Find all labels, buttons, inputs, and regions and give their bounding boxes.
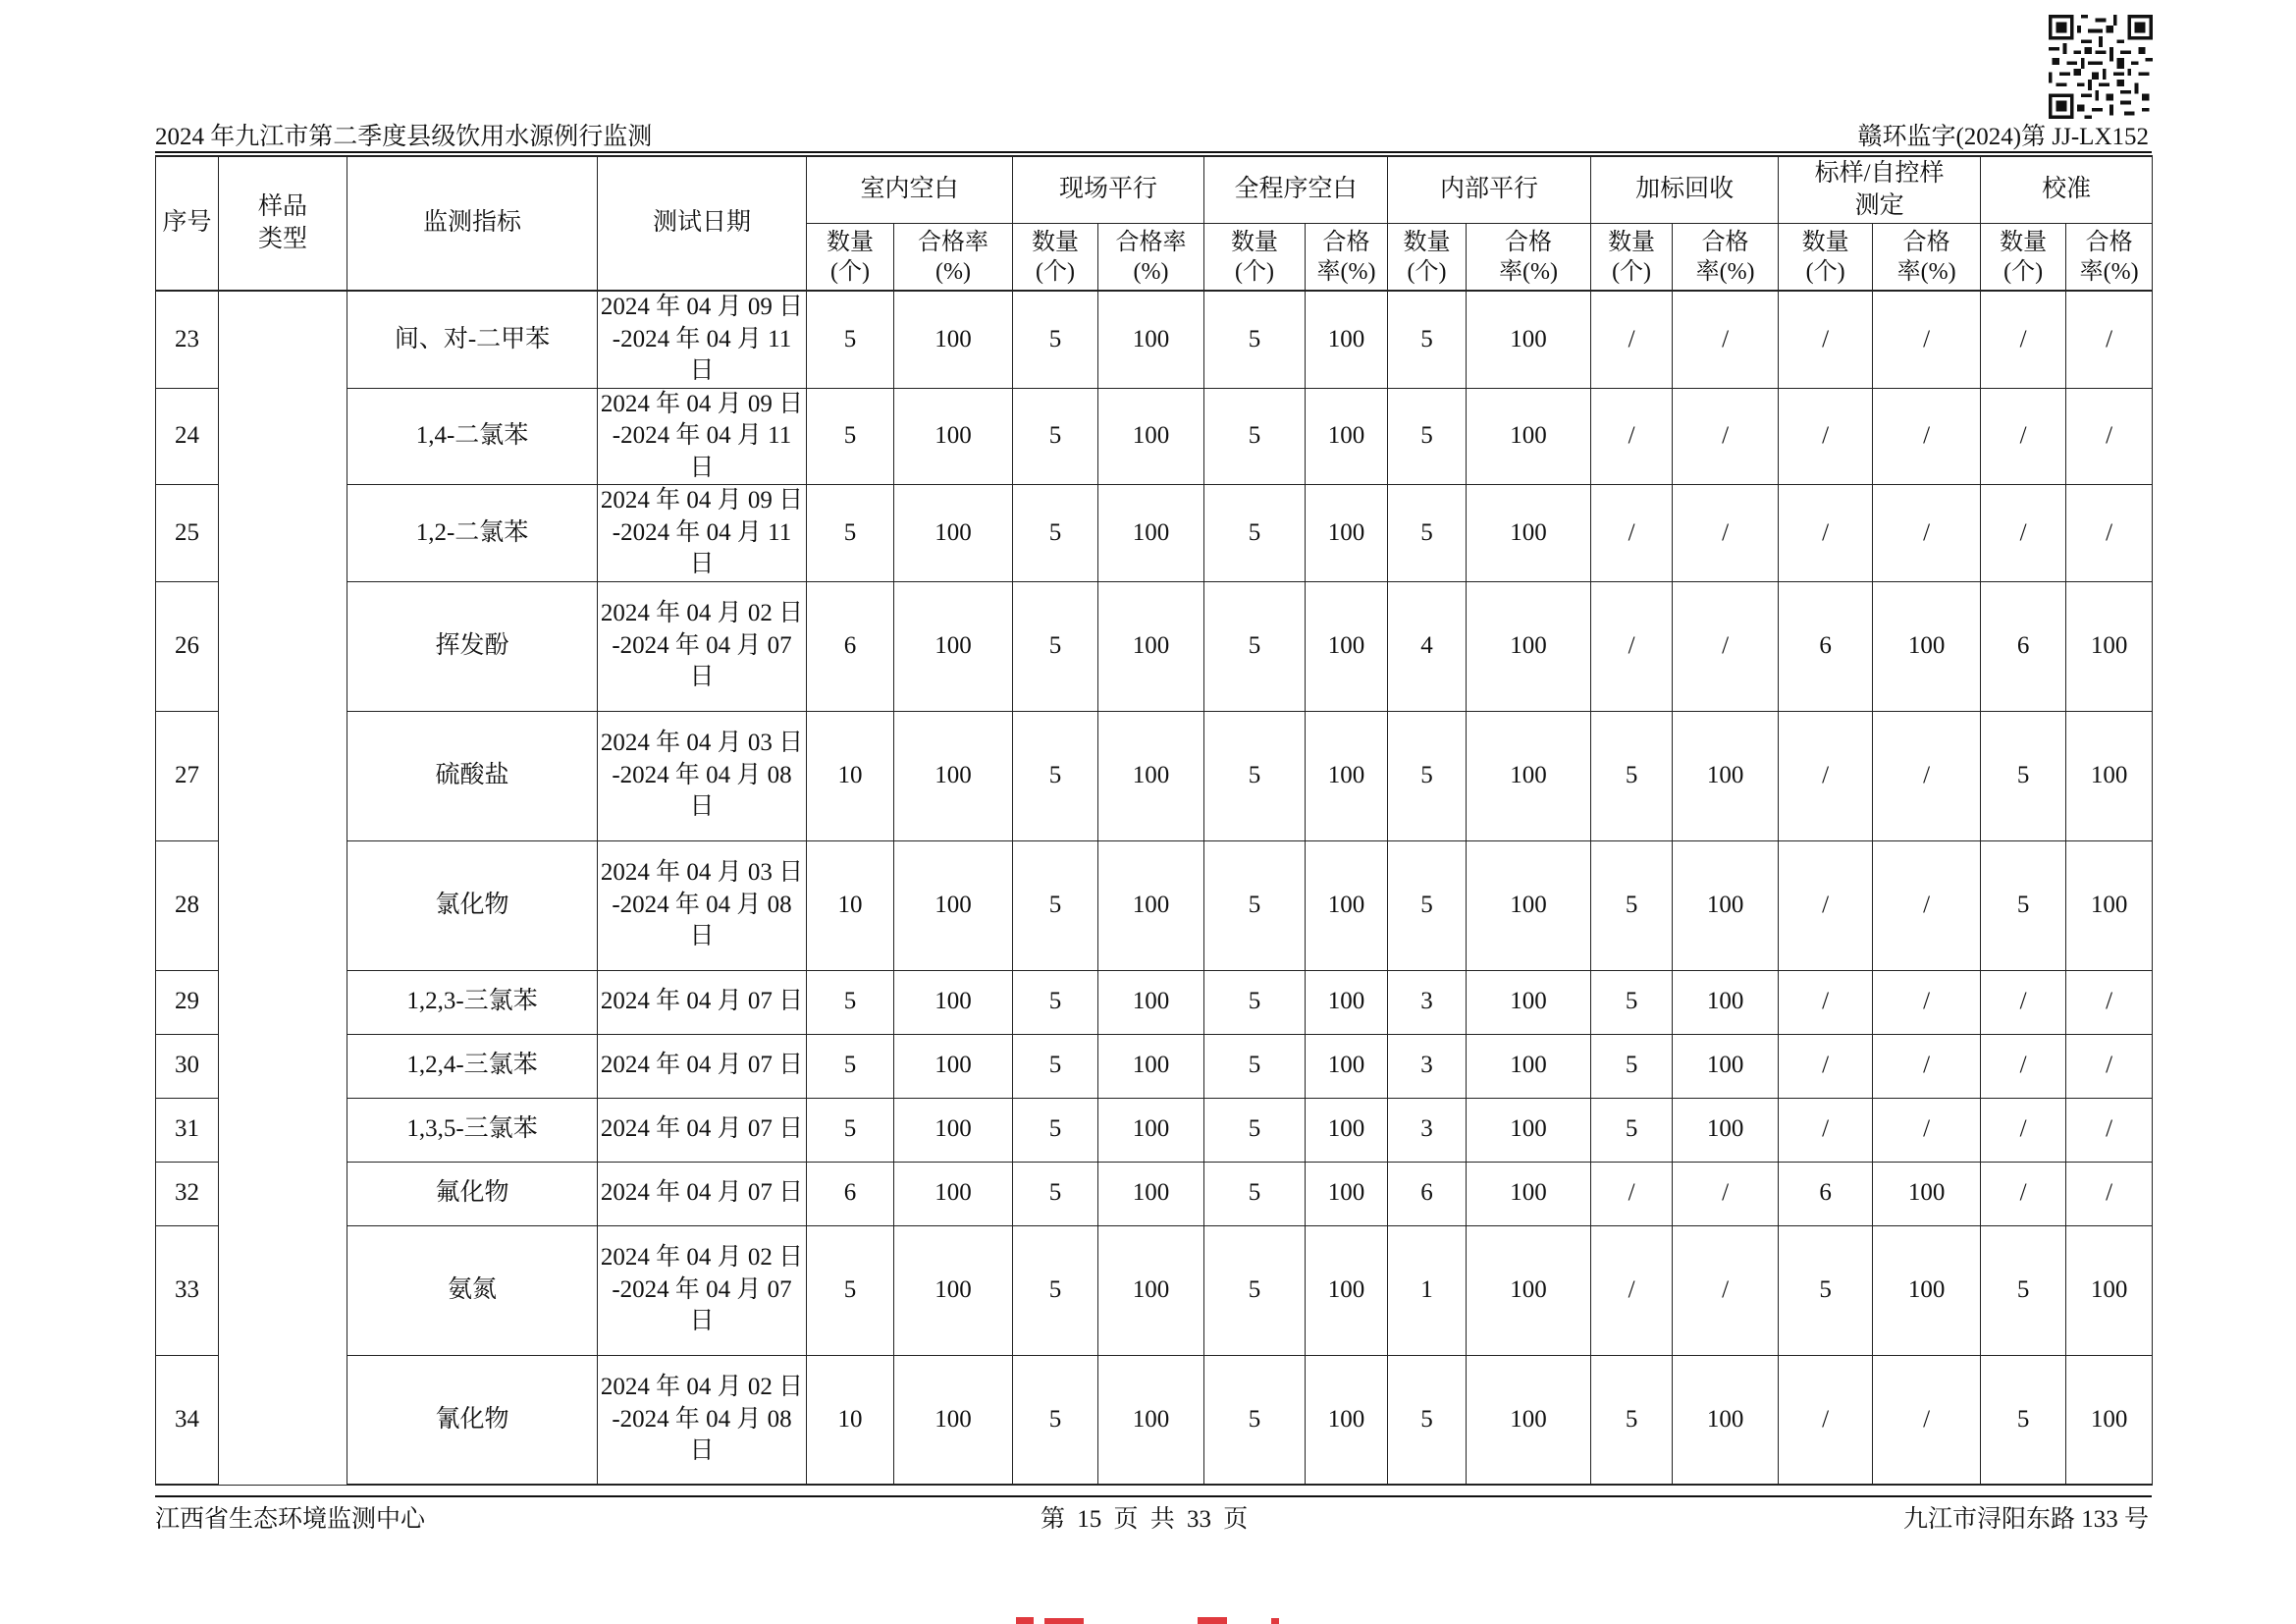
row-count: / [1591,291,1673,388]
qc-table [155,155,2153,1486]
row-pass-rate: 100 [1673,711,1779,840]
row-count: 5 [807,485,894,582]
row-pass-rate: 100 [1873,581,1981,711]
table-row [156,840,2153,970]
report-number: 赣环监字(2024)第 JJ-LX152 [1857,124,2149,150]
row-pass-rate: / [1873,970,1981,1034]
col-header-test-date: 测试日期 [598,156,807,291]
row-pass-rate: / [1673,388,1779,485]
row-pass-rate: / [2066,970,2153,1034]
row-pass-rate: 100 [1873,1225,1981,1355]
group-header-spike-recovery: 加标回收 [1591,156,1779,224]
row-count: 5 [807,1034,894,1098]
group-header-internal-parallel: 内部平行 [1388,156,1591,224]
row-count: / [1981,388,2066,485]
row-seq: 26 [156,581,219,711]
row-pass-rate: 100 [1467,291,1591,388]
row-count: 4 [1388,581,1467,711]
page-number: 第 15 页 共 33 页 [1041,1506,1249,1533]
row-count: 5 [1013,970,1098,1034]
header-row-1 [156,156,2153,224]
row-pass-rate: / [1673,1225,1779,1355]
row-count: 5 [1779,1225,1873,1355]
row-pass-rate: 100 [894,485,1013,582]
row-count: / [1779,711,1873,840]
row-seq: 30 [156,1034,219,1098]
row-pass-rate: / [1873,1098,1981,1162]
row-seq: 29 [156,970,219,1034]
col-header-sample-type: 样品 类型 [219,156,347,291]
row-count: / [1981,291,2066,388]
sub-header-count: 数量 (个) [1204,224,1306,292]
row-count: 5 [807,291,894,388]
seal-fragment-icon [1011,1616,1306,1624]
row-seq: 27 [156,711,219,840]
row-test-date: 2024 年 04 月 07 日 [598,1034,807,1098]
row-count: 5 [1204,388,1306,485]
row-pass-rate: / [2066,1162,2153,1225]
row-indicator: 氟化物 [347,1162,598,1225]
row-indicator: 氰化物 [347,1355,598,1485]
table-row [156,485,2153,582]
row-pass-rate: 100 [1467,1034,1591,1098]
row-count: 3 [1388,1034,1467,1098]
row-count: / [1779,1355,1873,1485]
row-pass-rate: / [1873,840,1981,970]
sub-header-count: 数量 (个) [1591,224,1673,292]
table-row [156,1034,2153,1098]
row-count: 5 [1204,581,1306,711]
row-count: 5 [1013,1098,1098,1162]
row-pass-rate: / [2066,1034,2153,1098]
group-header-full-blank: 全程序空白 [1204,156,1388,224]
row-pass-rate: 100 [1306,711,1388,840]
row-seq: 25 [156,485,219,582]
sub-header-rate: 合格 率(%) [1673,224,1779,292]
row-seq: 34 [156,1355,219,1485]
row-pass-rate: 100 [1467,485,1591,582]
row-pass-rate: 100 [1098,1034,1204,1098]
row-pass-rate: 100 [894,388,1013,485]
row-count: 5 [1591,1098,1673,1162]
row-count: / [1981,1162,2066,1225]
row-pass-rate: 100 [1673,1355,1779,1485]
row-count: / [1591,485,1673,582]
row-indicator: 1,2,3-三氯苯 [347,970,598,1034]
row-count: / [1779,840,1873,970]
row-count: 5 [1013,1162,1098,1225]
row-pass-rate: 100 [1306,1162,1388,1225]
row-pass-rate: 100 [894,1098,1013,1162]
row-pass-rate: 100 [894,711,1013,840]
row-count: / [1591,1162,1673,1225]
row-pass-rate: / [1873,711,1981,840]
footer-rule [155,1495,2152,1497]
row-count: 5 [807,1098,894,1162]
row-count: 5 [1591,1034,1673,1098]
row-pass-rate: 100 [894,1225,1013,1355]
row-count: 5 [1591,970,1673,1034]
row-test-date: 2024 年 04 月 02 日 -2024 年 04 月 07 日 [598,1225,807,1355]
row-count: 5 [1981,711,2066,840]
row-pass-rate: / [2066,1098,2153,1162]
row-pass-rate: 100 [1098,1225,1204,1355]
row-count: 5 [807,970,894,1034]
row-pass-rate: / [2066,388,2153,485]
row-test-date: 2024 年 04 月 02 日 -2024 年 04 月 07 日 [598,581,807,711]
row-count: 5 [1204,711,1306,840]
row-count: / [1779,970,1873,1034]
row-pass-rate: 100 [2066,1225,2153,1355]
row-count: 5 [1388,711,1467,840]
row-count: 5 [1981,1355,2066,1485]
table-row [156,1098,2153,1162]
row-count: 10 [807,1355,894,1485]
row-pass-rate: / [1873,1034,1981,1098]
row-count: 5 [1013,1034,1098,1098]
row-pass-rate: 100 [894,840,1013,970]
row-count: 5 [1388,840,1467,970]
row-pass-rate: 100 [1673,970,1779,1034]
row-count: 5 [1388,291,1467,388]
row-test-date: 2024 年 04 月 09 日 -2024 年 04 月 11 日 [598,485,807,582]
row-test-date: 2024 年 04 月 09 日 -2024 年 04 月 11 日 [598,388,807,485]
row-count: 6 [1779,1162,1873,1225]
sub-header-rate: 合格率 (%) [1098,224,1204,292]
row-count: 1 [1388,1225,1467,1355]
row-pass-rate: / [1673,291,1779,388]
row-indicator: 1,2-二氯苯 [347,485,598,582]
row-count: 5 [1013,388,1098,485]
row-pass-rate: 100 [894,1355,1013,1485]
row-count: 5 [1981,840,2066,970]
row-seq: 32 [156,1162,219,1225]
row-indicator: 氨氮 [347,1225,598,1355]
row-count: 5 [1013,711,1098,840]
row-count: 5 [1204,970,1306,1034]
row-pass-rate: 100 [2066,581,2153,711]
sample-type-cell [219,291,347,1485]
sub-header-rate: 合格 率(%) [1306,224,1388,292]
row-count: 5 [1204,1162,1306,1225]
row-count: 5 [1204,1225,1306,1355]
row-seq: 31 [156,1098,219,1162]
row-pass-rate: 100 [1467,711,1591,840]
row-count: 10 [807,711,894,840]
row-count: 5 [1388,485,1467,582]
row-count: 6 [807,1162,894,1225]
row-test-date: 2024 年 04 月 03 日 -2024 年 04 月 08 日 [598,840,807,970]
col-header-seq: 序号 [156,156,219,291]
row-pass-rate: 100 [1306,1225,1388,1355]
row-count: 5 [1388,388,1467,485]
row-test-date: 2024 年 04 月 02 日 -2024 年 04 月 08 日 [598,1355,807,1485]
row-pass-rate: 100 [894,970,1013,1034]
row-seq: 28 [156,840,219,970]
row-count: 6 [1388,1162,1467,1225]
row-pass-rate: 100 [1673,1034,1779,1098]
row-count: 10 [807,840,894,970]
row-pass-rate: 100 [1467,1355,1591,1485]
row-count: 5 [1013,840,1098,970]
table-row [156,388,2153,485]
group-header-lab-blank: 室内空白 [807,156,1013,224]
row-pass-rate: 100 [1306,581,1388,711]
row-pass-rate: 100 [1098,291,1204,388]
row-pass-rate: 100 [894,581,1013,711]
row-count: / [1779,388,1873,485]
row-indicator: 1,4-二氯苯 [347,388,598,485]
row-count: / [1591,388,1673,485]
row-count: / [1779,291,1873,388]
row-pass-rate: 100 [1467,840,1591,970]
row-pass-rate: 100 [1467,388,1591,485]
row-indicator: 间、对-二甲苯 [347,291,598,388]
qr-code-icon [2049,15,2153,119]
col-header-indicator: 监测指标 [347,156,598,291]
row-count: 5 [1388,1355,1467,1485]
row-pass-rate: 100 [1098,485,1204,582]
row-pass-rate: 100 [1306,1098,1388,1162]
row-pass-rate: 100 [1467,581,1591,711]
row-pass-rate: / [1873,485,1981,582]
row-test-date: 2024 年 04 月 07 日 [598,970,807,1034]
footer-organization: 江西省生态环境监测中心 [155,1506,426,1533]
row-count: / [1981,1098,2066,1162]
row-count: 5 [1013,1355,1098,1485]
row-seq: 23 [156,291,219,388]
table-row [156,1162,2153,1225]
row-count: 5 [1204,1034,1306,1098]
row-count: / [1591,1225,1673,1355]
row-count: 5 [1204,1098,1306,1162]
row-pass-rate: / [2066,291,2153,388]
row-indicator: 氯化物 [347,840,598,970]
row-count: 5 [1013,291,1098,388]
row-test-date: 2024 年 04 月 07 日 [598,1162,807,1225]
row-count: 5 [1013,1225,1098,1355]
row-pass-rate: 100 [1098,581,1204,711]
sub-header-count: 数量 (个) [1388,224,1467,292]
row-pass-rate: 100 [1467,1225,1591,1355]
row-pass-rate: 100 [894,1162,1013,1225]
row-test-date: 2024 年 04 月 07 日 [598,1098,807,1162]
row-count: / [1779,1098,1873,1162]
row-pass-rate: 100 [1098,840,1204,970]
row-count: / [1981,485,2066,582]
row-count: 6 [807,581,894,711]
row-count: 6 [1779,581,1873,711]
row-pass-rate: 100 [2066,1355,2153,1485]
table-row [156,711,2153,840]
row-pass-rate: 100 [1467,970,1591,1034]
row-count: 5 [1013,581,1098,711]
row-count: 5 [1204,291,1306,388]
row-test-date: 2024 年 04 月 03 日 -2024 年 04 月 08 日 [598,711,807,840]
row-indicator: 1,3,5-三氯苯 [347,1098,598,1162]
footer-address: 九江市浔阳东路 133 号 [1902,1506,2149,1533]
row-count: 5 [1981,1225,2066,1355]
row-pass-rate: 100 [1306,840,1388,970]
row-pass-rate: 100 [2066,711,2153,840]
row-indicator: 挥发酚 [347,581,598,711]
row-pass-rate: / [1673,1162,1779,1225]
qc-table-body [156,291,2153,1485]
row-seq: 33 [156,1225,219,1355]
row-count: / [1779,485,1873,582]
row-pass-rate: 100 [1873,1162,1981,1225]
row-count: 5 [1204,840,1306,970]
sub-header-count: 数量 (个) [1981,224,2066,292]
row-pass-rate: 100 [1306,1034,1388,1098]
row-count: 3 [1388,1098,1467,1162]
row-pass-rate: / [1873,1355,1981,1485]
row-count: 5 [1204,1355,1306,1485]
row-count: 5 [1591,711,1673,840]
table-row [156,1225,2153,1355]
row-count: / [1591,581,1673,711]
table-row [156,291,2153,388]
table-row [156,1355,2153,1485]
row-pass-rate: 100 [1467,1098,1591,1162]
row-count: 3 [1388,970,1467,1034]
sub-header-rate: 合格 率(%) [1467,224,1591,292]
row-pass-rate: / [1873,291,1981,388]
row-pass-rate: 100 [1098,970,1204,1034]
row-pass-rate: 100 [894,1034,1013,1098]
row-pass-rate: 100 [1673,1098,1779,1162]
row-pass-rate: 100 [1098,388,1204,485]
row-pass-rate: 100 [1306,970,1388,1034]
row-test-date: 2024 年 04 月 09 日 -2024 年 04 月 11 日 [598,291,807,388]
row-pass-rate: 100 [1467,1162,1591,1225]
row-pass-rate: / [2066,485,2153,582]
report-title: 2024 年九江市第二季度县级饮用水源例行监测 [155,124,653,150]
group-header-field-parallel: 现场平行 [1013,156,1204,224]
row-pass-rate: 100 [1673,840,1779,970]
row-count: 5 [807,1225,894,1355]
group-header-calibration: 校准 [1981,156,2153,224]
sub-header-count: 数量 (个) [1779,224,1873,292]
row-pass-rate: 100 [1098,711,1204,840]
row-count: / [1779,1034,1873,1098]
row-pass-rate: 100 [1306,485,1388,582]
row-seq: 24 [156,388,219,485]
row-indicator: 1,2,4-三氯苯 [347,1034,598,1098]
row-pass-rate: / [1673,485,1779,582]
sub-header-count: 数量 (个) [807,224,894,292]
row-pass-rate: 100 [2066,840,2153,970]
row-count: 5 [1591,1355,1673,1485]
table-row [156,581,2153,711]
sub-header-count: 数量 (个) [1013,224,1098,292]
row-count: / [1981,1034,2066,1098]
header-rule [155,151,2152,153]
row-count: 5 [1591,840,1673,970]
row-pass-rate: / [1873,388,1981,485]
row-pass-rate: 100 [1306,1355,1388,1485]
sub-header-rate: 合格率 (%) [894,224,1013,292]
group-header-standard-sample: 标样/自控样 测定 [1779,156,1981,224]
table-row [156,970,2153,1034]
row-count: 5 [1204,485,1306,582]
sub-header-rate: 合格 率(%) [1873,224,1981,292]
row-count: 6 [1981,581,2066,711]
row-pass-rate: 100 [1098,1162,1204,1225]
row-count: 5 [1013,485,1098,582]
row-count: 5 [807,388,894,485]
row-pass-rate: 100 [1306,291,1388,388]
row-pass-rate: 100 [1098,1098,1204,1162]
row-pass-rate: / [1673,581,1779,711]
row-pass-rate: 100 [894,291,1013,388]
sub-header-rate: 合格 率(%) [2066,224,2153,292]
row-pass-rate: 100 [1306,388,1388,485]
row-indicator: 硫酸盐 [347,711,598,840]
row-count: / [1981,970,2066,1034]
row-pass-rate: 100 [1098,1355,1204,1485]
